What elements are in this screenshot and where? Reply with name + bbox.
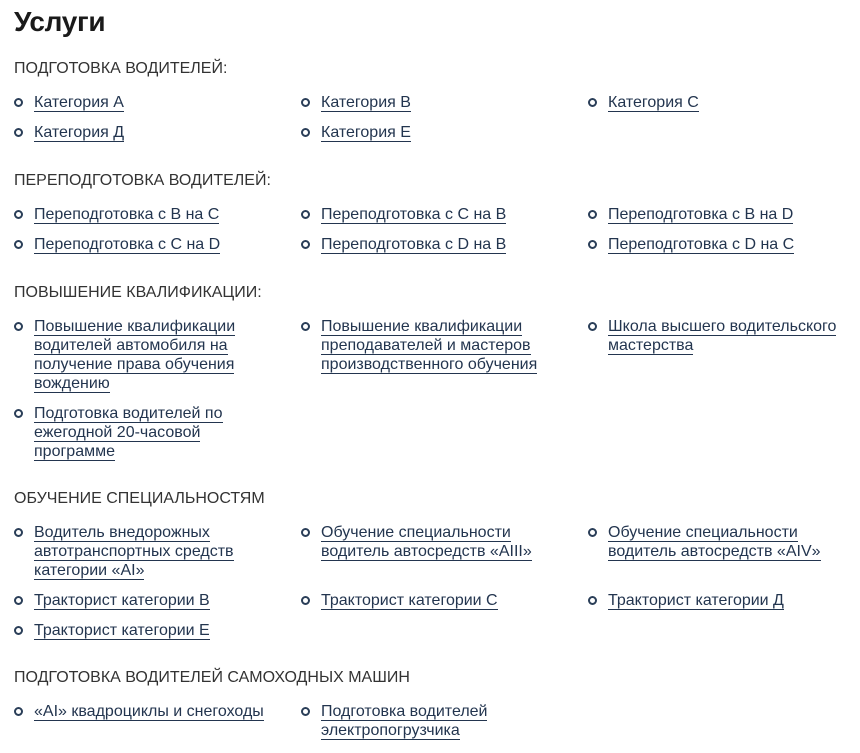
services-list <box>14 523 850 640</box>
list-item <box>14 523 301 580</box>
service-link[interactable]: Повышение квалификации преподавателей и мастеров производственного обучения <box>321 318 538 373</box>
list-item <box>14 591 301 610</box>
circle-bullet-icon <box>301 596 310 605</box>
list-item <box>301 523 588 580</box>
section-heading: ПОВЫШЕНИЕ КВАЛИФИКАЦИИ: <box>14 284 262 301</box>
list-item <box>14 621 301 640</box>
services-list <box>14 205 850 254</box>
service-link[interactable]: Тракторист категории С <box>321 592 498 609</box>
list-item <box>301 235 588 254</box>
circle-bullet-icon <box>14 322 23 331</box>
page-title: Услуги <box>14 6 106 37</box>
list-item <box>14 317 301 393</box>
list-item <box>301 205 588 224</box>
service-link[interactable]: Категория С <box>608 94 699 111</box>
service-link[interactable]: Обучение специальности водитель автосредств «АIII» <box>321 524 532 560</box>
circle-bullet-icon <box>588 322 597 331</box>
list-item <box>14 404 301 461</box>
service-link[interactable]: Подготовка водителей электропогрузчика <box>321 703 488 739</box>
list-item <box>301 591 588 610</box>
service-link[interactable]: Повышение квалификации водителей автомобиля на получение права обучения вождению <box>34 318 236 392</box>
circle-bullet-icon <box>588 98 597 107</box>
circle-bullet-icon <box>14 240 23 249</box>
section-heading: ПОДГОТОВКА ВОДИТЕЛЕЙ: <box>14 60 228 77</box>
circle-bullet-icon <box>14 528 23 537</box>
circle-bullet-icon <box>301 128 310 137</box>
service-link[interactable]: Тракторист категории В <box>34 592 210 609</box>
circle-bullet-icon <box>301 528 310 537</box>
circle-bullet-icon <box>14 98 23 107</box>
service-link[interactable]: Переподготовка с В на D <box>608 206 794 223</box>
list-item <box>301 317 588 393</box>
service-link[interactable]: Переподготовка с D на С <box>608 236 795 253</box>
services-list <box>14 317 850 461</box>
section-specialties <box>14 489 850 640</box>
section-heading: ПОДГОТОВКА ВОДИТЕЛЕЙ САМОХОДНЫХ МАШИН <box>14 669 410 686</box>
circle-bullet-icon <box>301 210 310 219</box>
list-item <box>301 702 588 740</box>
circle-bullet-icon <box>588 210 597 219</box>
list-item <box>301 123 588 142</box>
section-driver-retraining <box>14 171 850 254</box>
service-link[interactable]: Переподготовка с D на В <box>321 236 507 253</box>
circle-bullet-icon <box>588 596 597 605</box>
list-item <box>14 205 301 224</box>
service-link[interactable]: Переподготовка с С на D <box>34 236 221 253</box>
circle-bullet-icon <box>14 596 23 605</box>
service-link[interactable]: Категория Д <box>34 124 125 141</box>
list-item <box>14 93 301 112</box>
circle-bullet-icon <box>14 210 23 219</box>
circle-bullet-icon <box>301 322 310 331</box>
list-item <box>588 93 838 112</box>
list-item <box>14 235 301 254</box>
list-item <box>588 235 838 254</box>
list-item <box>588 317 838 393</box>
service-link[interactable]: Тракторист категории Е <box>34 622 210 639</box>
service-link[interactable]: Переподготовка с С на В <box>321 206 507 223</box>
section-heading: ПЕРЕПОДГОТОВКА ВОДИТЕЛЕЙ: <box>14 172 271 189</box>
service-link[interactable]: Тракторист категории Д <box>608 592 784 609</box>
section-driver-training <box>14 59 850 142</box>
circle-bullet-icon <box>301 707 310 716</box>
services-list <box>14 93 850 142</box>
service-link[interactable]: Подготовка водителей по ежегодной 20-часовой программе <box>34 405 223 460</box>
section-self-propelled-machines <box>14 668 850 740</box>
list-item <box>588 591 838 610</box>
service-link[interactable]: Категория В <box>321 94 411 111</box>
list-item <box>588 523 838 580</box>
service-link[interactable]: «АI» квадроциклы и снегоходы <box>34 703 264 720</box>
list-item <box>14 123 301 142</box>
service-link[interactable]: Категория Е <box>321 124 411 141</box>
section-heading: ОБУЧЕНИЕ СПЕЦИАЛЬНОСТЯМ <box>14 490 265 507</box>
circle-bullet-icon <box>14 128 23 137</box>
services-list <box>14 702 850 740</box>
section-qualification <box>14 283 850 461</box>
circle-bullet-icon <box>588 240 597 249</box>
list-item <box>588 205 838 224</box>
service-link[interactable]: Школа высшего водительского мастерства <box>608 318 837 354</box>
service-link[interactable]: Водитель внедорожных автотранспортных средств категории «АI» <box>34 524 234 579</box>
list-item <box>301 93 588 112</box>
circle-bullet-icon <box>588 528 597 537</box>
service-link[interactable]: Обучение специальности водитель автосредств «АIV» <box>608 524 821 560</box>
circle-bullet-icon <box>14 409 23 418</box>
list-item <box>14 702 301 740</box>
circle-bullet-icon <box>14 707 23 716</box>
circle-bullet-icon <box>301 98 310 107</box>
circle-bullet-icon <box>301 240 310 249</box>
circle-bullet-icon <box>14 626 23 635</box>
service-link[interactable]: Переподготовка с В на С <box>34 206 220 223</box>
service-link[interactable]: Категория А <box>34 94 124 111</box>
